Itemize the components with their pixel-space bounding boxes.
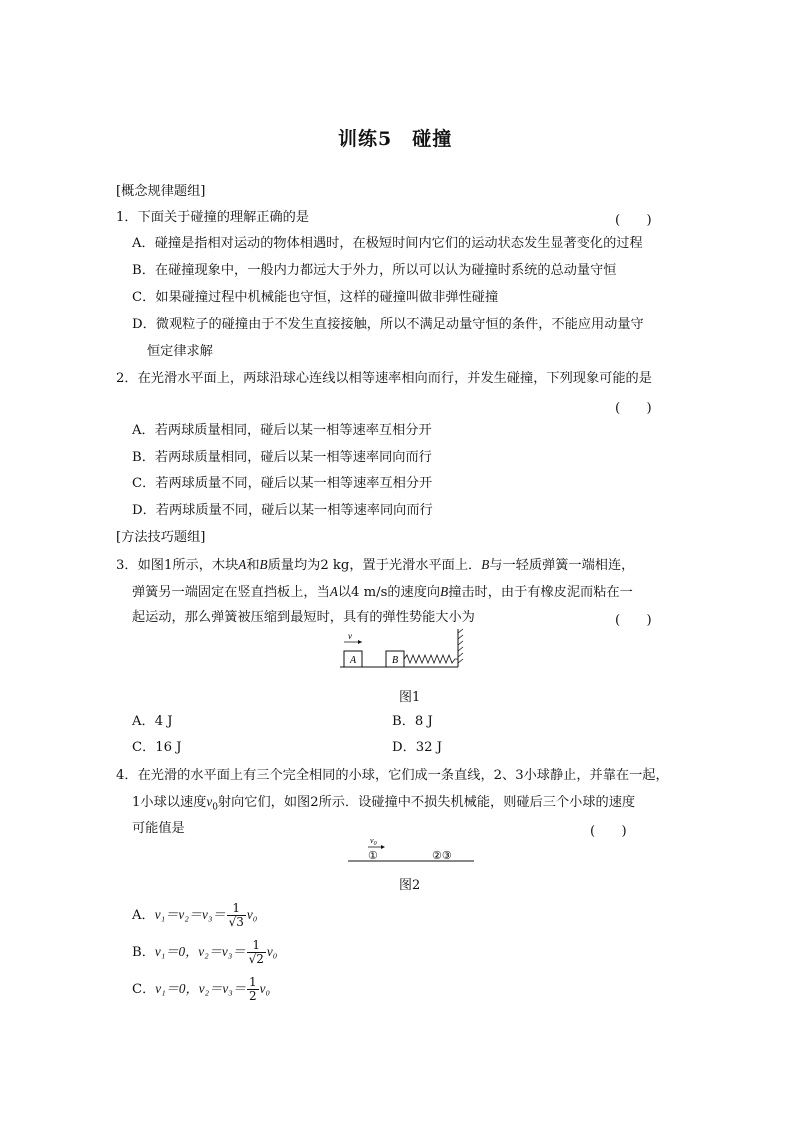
q4-option-b: B．v₁＝0，v₂＝v₃＝ $\frac{1}{√2}$ v₀ xyxy=(132,938,278,966)
v0-label: $v_0$ xyxy=(370,836,377,847)
q2-option-c: C．若两球质量不同，碰后以某一相等速率互相分开 xyxy=(132,476,433,491)
question-4-line-1: 4．在光滑的水平面上有三个完全相同的小球，它们成一条直线，2、3小球静止，并靠在一起， xyxy=(116,768,669,783)
fraction: $\frac{1}{√2}$ xyxy=(248,938,264,966)
question-1-stem: 1．下面关于碰撞的理解正确的是 xyxy=(116,210,310,225)
ball-1: ① xyxy=(368,850,378,862)
q3-option-b: B．8 J xyxy=(392,714,433,729)
velocity-arrowhead xyxy=(358,640,362,644)
question-2-stem: 2．在光滑水平面上，两球沿球心连线以相等速率相向而行，并发生碰撞，下列现象可能的是 xyxy=(116,371,652,386)
question-3-line-2: 弹簧另一端固定在竖直挡板上，当A以4 m/s的速度向B撞击时，由于有橡皮泥而粘在一 xyxy=(132,584,633,600)
q2-option-b: B．若两球质量相同，碰后以某一相等速率同向而行 xyxy=(132,450,432,465)
balls-2-3: ②③ xyxy=(432,850,452,862)
section-heading: [方法技巧题组] xyxy=(116,530,206,545)
q4-option-c: C．v₁＝0，v₂＝v₃＝ $\frac{1}{2}$ v₀ xyxy=(132,975,271,1003)
block-a-label: A xyxy=(349,655,357,666)
answer-blank: ( ) xyxy=(615,213,652,228)
spring xyxy=(404,655,458,663)
wall-hatch xyxy=(458,629,463,663)
q1-option-d-cont: 恒定律求解 xyxy=(147,344,213,359)
figure-1-caption: 图1 xyxy=(399,690,421,705)
section-heading: [概念规律题组] xyxy=(116,184,206,199)
q1-option-a: A．碰撞是指相对运动的物体相遇时，在极短时间内它们的运动状态发生显著变化的过程 xyxy=(132,236,643,251)
question-4-line-2: 1小球以速度$v_0$射向它们，如图2所示．设碰撞中不损失机械能，则碰后三个小球的速度 xyxy=(132,794,636,813)
block-b-label: B xyxy=(391,655,399,666)
figure-2-caption: 图2 xyxy=(399,878,421,893)
question-3-line-1: 3．如图1所示，木块A和B质量均为2 kg，置于光滑水平面上．B与一轻质弹簧一端相连， xyxy=(116,557,635,573)
q1-option-b: B．在碰撞现象中，一般内力都远大于外力，所以可以认为碰撞时系统的总动量守恒 xyxy=(132,263,617,278)
q3-option-c: C．16 J xyxy=(132,740,182,755)
fraction: $\frac{1}{2}$ xyxy=(248,975,257,1003)
question-4-line-3: 可能值是 xyxy=(132,821,185,836)
question-3-line-3: 起运动，那么弹簧被压缩到最短时，具有的弹性势能大小为 xyxy=(132,610,475,625)
q2-option-d: D．若两球质量不同，碰后以某一相等速率同向而行 xyxy=(132,503,433,518)
q2-option-a: A．若两球质量相同，碰后以某一相等速率互相分开 xyxy=(132,423,432,438)
q3-option-d: D．32 J xyxy=(392,740,443,755)
q1-option-d: D．微观粒子的碰撞由于不发生直接接触，所以不满足动量守恒的条件，不能应用动量守 xyxy=(132,317,644,332)
answer-blank: ( ) xyxy=(615,401,652,416)
q4-option-a: A．v₁＝v₂＝v₃＝ $\frac{1}{√3}$ v₀ xyxy=(132,901,258,929)
answer-blank: ( ) xyxy=(590,824,627,839)
answer-blank: ( ) xyxy=(615,613,652,628)
page-title: 训练5 碰撞 xyxy=(338,128,453,150)
figure-1-spring-blocks xyxy=(336,627,466,671)
velocity-arrowhead xyxy=(381,845,385,849)
velocity-label: v xyxy=(348,631,352,641)
q3-option-a: A．4 J xyxy=(132,714,173,729)
figure-2-three-balls xyxy=(346,834,476,864)
fraction: $\frac{1}{√3}$ xyxy=(228,901,244,929)
q1-option-c: C．如果碰撞过程中机械能也守恒，这样的碰撞叫做非弹性碰撞 xyxy=(132,290,499,305)
